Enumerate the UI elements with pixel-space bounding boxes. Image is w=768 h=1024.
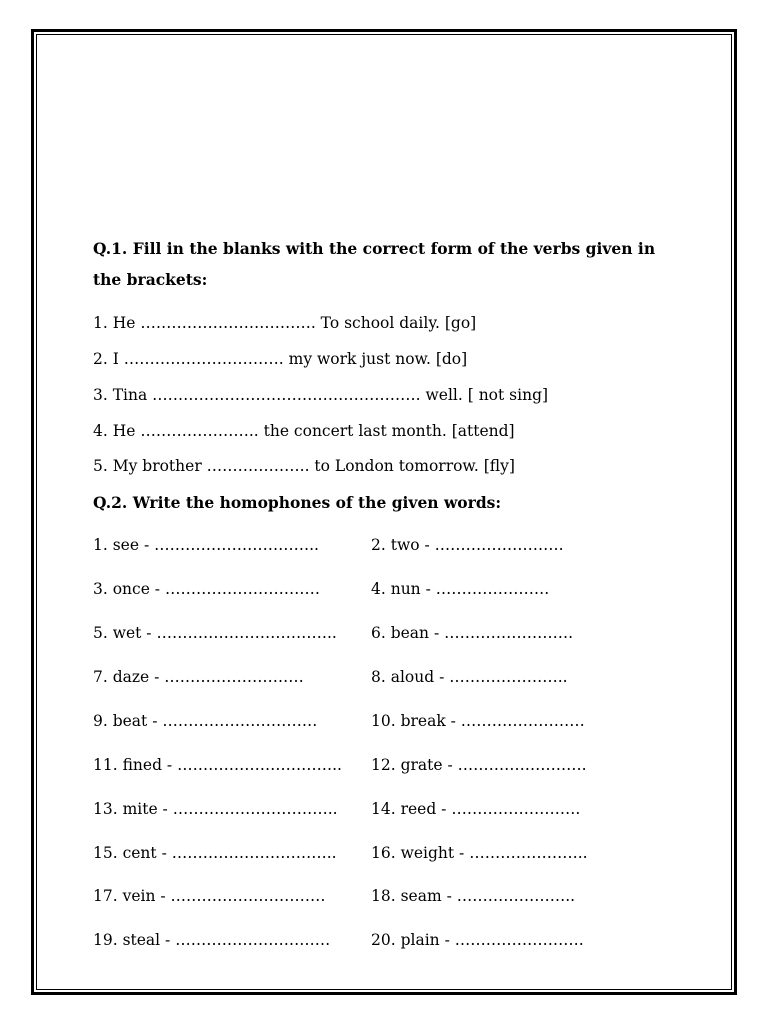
q2-word-7: 7. daze - ……………………… — [93, 668, 304, 686]
q2-word-16: 16. weight - ………………….. — [371, 844, 588, 862]
q2-word-11: 11. fined - ………………………….. — [93, 756, 342, 774]
q2-heading: Q.2. Write the homophones of the given words: — [93, 493, 502, 512]
q2-word-19: 19. steal - ………………………… — [93, 931, 331, 949]
q2-word-3: 3. once - ………………………… — [93, 580, 320, 598]
q2-word-4: 4. nun - …………………. — [371, 580, 550, 598]
q1-item-5: 5. My brother ……………….. to London tomorrow. [fly] — [93, 457, 515, 475]
q2-word-15: 15. cent - ………………………….. — [93, 844, 337, 862]
q1-item-3: 3. Tina ……………………………………………. well. [ not sing] — [93, 386, 549, 404]
q2-word-9: 9. beat - ………………………… — [93, 712, 318, 730]
q1-heading-line2: the brackets: — [93, 270, 208, 289]
q1-heading-line1: Q.1. Fill in the blanks with the correct form of the verbs given in — [93, 239, 656, 258]
q2-word-6: 6. bean - ……………………. — [371, 624, 574, 642]
q2-word-2: 2. two - ……………………. — [371, 536, 564, 554]
q1-item-2: 2. I …………………………. my work just now. [do] — [93, 350, 468, 368]
q2-word-13: 13. mite - ………………………….. — [93, 800, 338, 818]
q2-word-5: 5. wet - …………………………….. — [93, 624, 337, 642]
q2-word-1: 1. see - ………………………….. — [93, 536, 319, 554]
q1-item-4: 4. He ………………….. the concert last month. [attend] — [93, 422, 515, 440]
q2-word-17: 17. vein - ………………………… — [93, 887, 326, 905]
q2-word-12: 12. grate - ……………………. — [371, 756, 587, 774]
q2-word-14: 14. reed - ……………………. — [371, 800, 581, 818]
q2-word-10: 10. break - …………………… — [371, 712, 585, 730]
q2-word-20: 20. plain - ……………………. — [371, 931, 584, 949]
q2-word-8: 8. aloud - ………………….. — [371, 668, 568, 686]
q1-item-1: 1. He ……………………………. To school daily. [go] — [93, 314, 477, 332]
q2-word-18: 18. seam - ………………….. — [371, 887, 576, 905]
